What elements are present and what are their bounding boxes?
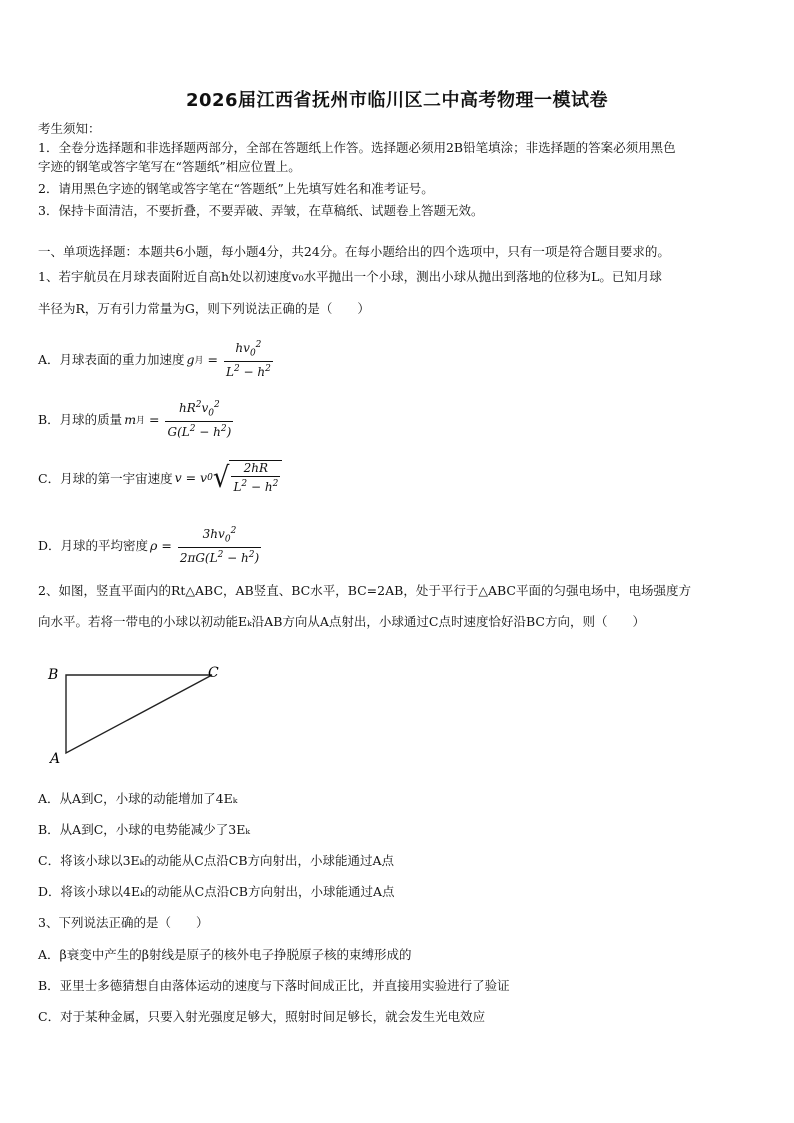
vertex-label-a: A xyxy=(50,751,61,767)
q1-option-d[interactable] xyxy=(38,524,263,566)
q3-option-c[interactable]: C．对于某种金属，只要入射光强度足够大，照射时间足够长，就会发生光电效应 xyxy=(38,1009,486,1024)
q1-option-a[interactable] xyxy=(38,338,275,380)
q1-option-b-text: B．月球的质量 xyxy=(38,412,123,428)
q2-option-b[interactable]: B．从A到C，小球的电势能减少了3Eₖ xyxy=(38,822,250,837)
triangle-abc xyxy=(66,675,212,753)
q1-option-b-formula: m 月 = $\frac{hR^2v_0^2}{G(L^2 - h^2)}$ xyxy=(124,400,232,440)
q1-option-d-formula: ρ = $\frac{3hv_0^2}{2\pi G(L^2 - h^2)}$ xyxy=(150,526,260,566)
vertex-label-c: C xyxy=(208,665,219,681)
q1-option-b[interactable] xyxy=(38,398,235,440)
section-heading: 一、单项选择题：本题共6小题，每小题4分，共24分。在每小题给出的四个选项中，只有一项是符合题目要求的。 xyxy=(38,244,670,259)
triangle-diagram xyxy=(40,655,240,775)
q2-option-d[interactable]: D．将该小球以4Eₖ的动能从C点沿CB方向射出，小球能通过A点 xyxy=(38,884,395,899)
q1-option-c-formula: v = v 0 √ $\frac{2hR}{L^2 - h^2}$ xyxy=(175,460,283,495)
notice-item-2: 2．请用黑色字迹的钢笔或答字笔在“答题纸”上先填写姓名和准考证号。 xyxy=(38,181,434,196)
q1-option-c-text: C．月球的第一宇宙速度 xyxy=(38,470,173,486)
notice-heading: 考生须知： xyxy=(38,121,101,136)
q1-option-a-text: A．月球表面的重力加速度 xyxy=(38,352,185,368)
q1-stem-line2: 半径为R，万有引力常量为G，则下列说法正确的是（ ） xyxy=(38,301,370,316)
notice-item-1-cont: 字迹的钢笔或答字笔写在“答题纸”相应位置上。 xyxy=(38,159,301,174)
vertex-label-b: B xyxy=(48,667,59,683)
q3-option-a[interactable]: A．β衰变中产生的β射线是原子的核外电子挣脱原子核的束缚形成的 xyxy=(38,947,412,962)
q2-stem-line1: 2、如图，竖直平面内的Rt△ABC，AB竖直、BC水平，BC=2AB，处于平行于△ABC平面的匀强电场中，电场强度方 xyxy=(38,583,691,598)
q3-option-b[interactable]: B．亚里士多德猜想自由落体运动的速度与下落时间成正比，并直接用实验进行了验证 xyxy=(38,978,510,993)
notice-item-3: 3．保持卡面清洁，不要折叠，不要弄破、弄皱，在草稿纸、试题卷上答题无效。 xyxy=(38,203,484,218)
q1-option-a-formula: g 月 = $\frac{hv_0^2}{L^2 - h^2}$ xyxy=(186,340,271,380)
q1-option-d-text: D．月球的平均密度 xyxy=(38,538,149,554)
notice-item-1: 1．全卷分选择题和非选择题两部分，全部在答题纸上作答。选择题必须用2B铅笔填涂；非选择题的答案必须用黑色 xyxy=(38,140,676,155)
q2-option-c[interactable]: C．将该小球以3Eₖ的动能从C点沿CB方向射出，小球能通过A点 xyxy=(38,853,395,868)
page-title: 2026届江西省抚州市临川区二中高考物理一模试卷 xyxy=(185,90,609,111)
q1-stem-line1: 1、若宇航员在月球表面附近自高h处以初速度v₀水平抛出一个小球，测出小球从抛出到落地的位移为L。已知月球 xyxy=(38,269,662,284)
q3-stem: 3、下列说法正确的是（ ） xyxy=(38,915,209,930)
q2-option-a[interactable]: A．从A到C，小球的动能增加了4Eₖ xyxy=(38,791,238,806)
q2-stem-line2: 向水平。若将一带电的小球以初动能Eₖ沿AB方向从A点射出，小球通过C点时速度恰好沿BC方向，则（ ） xyxy=(38,614,645,629)
q1-option-c[interactable] xyxy=(38,460,282,495)
